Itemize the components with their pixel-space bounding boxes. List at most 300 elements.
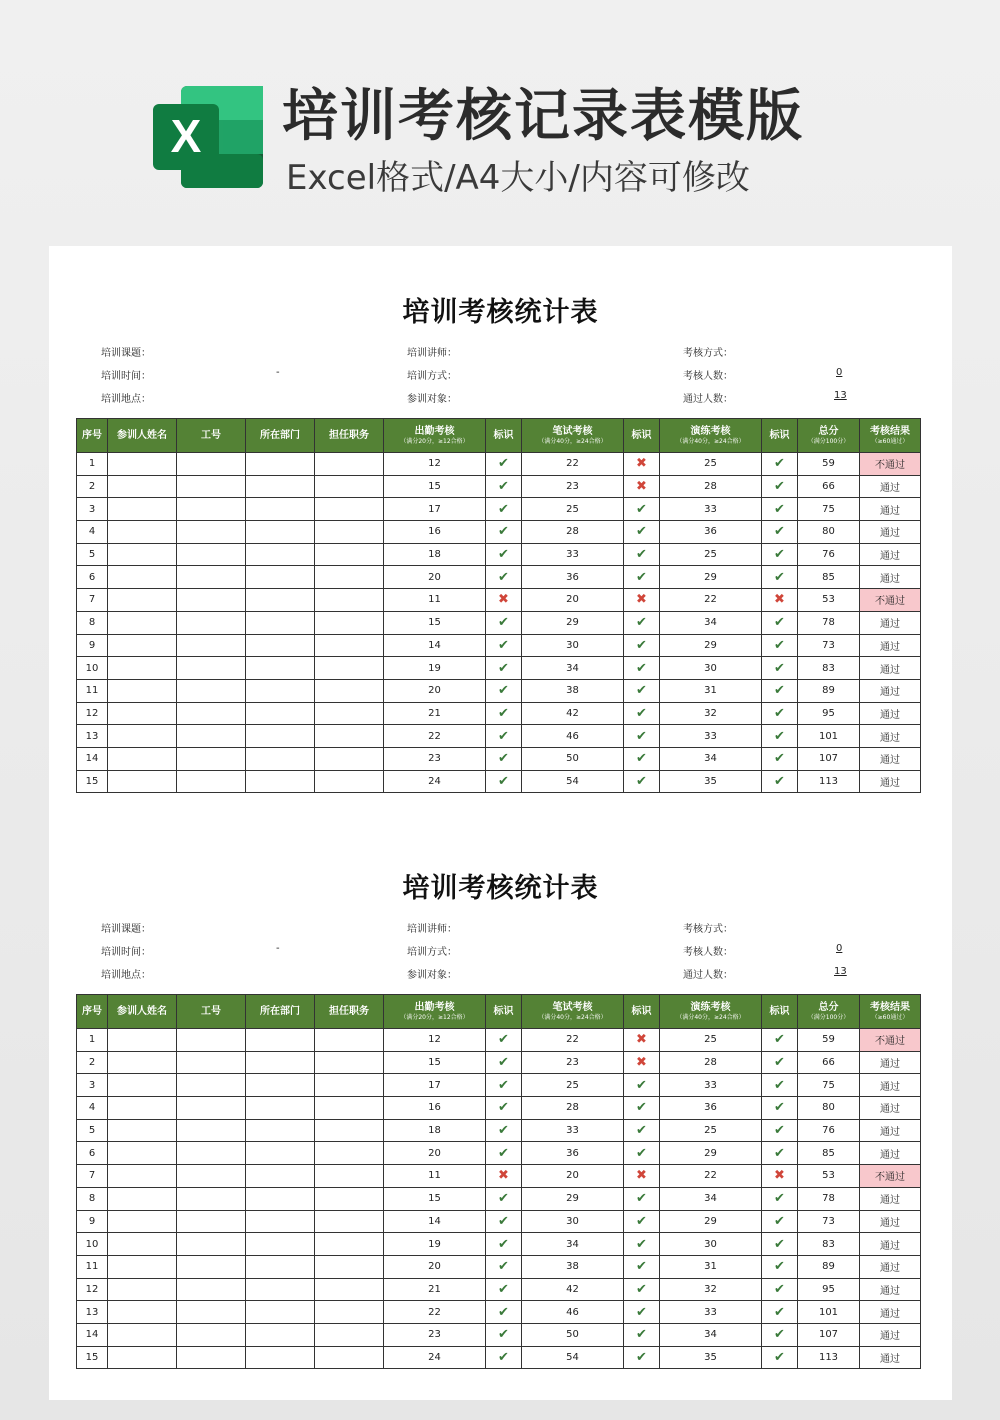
cell-position[interactable] — [315, 566, 384, 589]
cell-drill[interactable]: 25 — [660, 453, 762, 476]
cell-attendance[interactable]: 18 — [384, 543, 486, 566]
cell-no[interactable]: 7 — [77, 589, 108, 612]
cell-written[interactable]: 33 — [522, 543, 624, 566]
cell-result[interactable]: 不通过 — [860, 589, 921, 612]
cell-written[interactable]: 54 — [522, 770, 624, 793]
cell-attendance[interactable]: 20 — [384, 1142, 486, 1165]
cell-name[interactable] — [108, 589, 177, 612]
cell-position[interactable] — [315, 770, 384, 793]
cell-no[interactable]: 12 — [77, 1278, 108, 1301]
cell-total[interactable]: 66 — [798, 1051, 860, 1074]
cell-no[interactable]: 9 — [77, 1210, 108, 1233]
cell-department[interactable] — [246, 1097, 315, 1120]
cell-no[interactable]: 12 — [77, 702, 108, 725]
cell-department[interactable] — [246, 770, 315, 793]
cell-total[interactable]: 59 — [798, 453, 860, 476]
cell-no[interactable]: 9 — [77, 634, 108, 657]
cell-no[interactable]: 4 — [77, 521, 108, 544]
cell-position[interactable] — [315, 1051, 384, 1074]
cell-name[interactable] — [108, 611, 177, 634]
cell-employee-id[interactable] — [177, 521, 246, 544]
cell-name[interactable] — [108, 679, 177, 702]
cell-position[interactable] — [315, 747, 384, 770]
cell-result[interactable]: 通过 — [860, 1301, 921, 1324]
cell-total[interactable]: 76 — [798, 1119, 860, 1142]
cell-drill[interactable]: 33 — [660, 498, 762, 521]
cell-employee-id[interactable] — [177, 770, 246, 793]
cell-no[interactable]: 3 — [77, 498, 108, 521]
cell-name[interactable] — [108, 543, 177, 566]
cell-department[interactable] — [246, 453, 315, 476]
cell-total[interactable]: 53 — [798, 589, 860, 612]
cell-result[interactable]: 通过 — [860, 1187, 921, 1210]
cell-name[interactable] — [108, 1346, 177, 1369]
cell-result[interactable]: 通过 — [860, 498, 921, 521]
cell-attendance[interactable]: 14 — [384, 634, 486, 657]
cell-employee-id[interactable] — [177, 1097, 246, 1120]
cell-employee-id[interactable] — [177, 657, 246, 680]
cell-department[interactable] — [246, 566, 315, 589]
cell-department[interactable] — [246, 1255, 315, 1278]
cell-no[interactable]: 3 — [77, 1074, 108, 1097]
cell-department[interactable] — [246, 521, 315, 544]
cell-position[interactable] — [315, 611, 384, 634]
cell-attendance[interactable]: 17 — [384, 498, 486, 521]
cell-result[interactable]: 通过 — [860, 1346, 921, 1369]
cell-department[interactable] — [246, 498, 315, 521]
cell-no[interactable]: 11 — [77, 679, 108, 702]
cell-written[interactable]: 20 — [522, 1165, 624, 1188]
cell-attendance[interactable]: 19 — [384, 657, 486, 680]
cell-result[interactable]: 通过 — [860, 657, 921, 680]
cell-name[interactable] — [108, 1187, 177, 1210]
cell-result[interactable]: 通过 — [860, 1255, 921, 1278]
cell-name[interactable] — [108, 1233, 177, 1256]
cell-written[interactable]: 34 — [522, 657, 624, 680]
cell-position[interactable] — [315, 725, 384, 748]
cell-total[interactable]: 107 — [798, 1323, 860, 1346]
cell-drill[interactable]: 34 — [660, 1187, 762, 1210]
cell-employee-id[interactable] — [177, 453, 246, 476]
cell-written[interactable]: 25 — [522, 498, 624, 521]
cell-total[interactable]: 59 — [798, 1029, 860, 1052]
cell-result[interactable]: 通过 — [860, 543, 921, 566]
cell-name[interactable] — [108, 702, 177, 725]
cell-total[interactable]: 107 — [798, 747, 860, 770]
cell-written[interactable]: 54 — [522, 1346, 624, 1369]
cell-employee-id[interactable] — [177, 1210, 246, 1233]
cell-drill[interactable]: 28 — [660, 475, 762, 498]
info-time-value[interactable]: - — [276, 943, 280, 954]
cell-drill[interactable]: 31 — [660, 1255, 762, 1278]
cell-total[interactable]: 75 — [798, 498, 860, 521]
cell-result[interactable]: 通过 — [860, 1278, 921, 1301]
cell-attendance[interactable]: 23 — [384, 747, 486, 770]
cell-department[interactable] — [246, 1301, 315, 1324]
cell-department[interactable] — [246, 1210, 315, 1233]
cell-position[interactable] — [315, 453, 384, 476]
cell-employee-id[interactable] — [177, 725, 246, 748]
cell-position[interactable] — [315, 475, 384, 498]
cell-written[interactable]: 30 — [522, 1210, 624, 1233]
info-time-value[interactable]: - — [276, 367, 280, 378]
cell-result[interactable]: 通过 — [860, 521, 921, 544]
cell-employee-id[interactable] — [177, 1029, 246, 1052]
cell-name[interactable] — [108, 1119, 177, 1142]
cell-employee-id[interactable] — [177, 634, 246, 657]
cell-department[interactable] — [246, 1142, 315, 1165]
cell-name[interactable] — [108, 1097, 177, 1120]
cell-position[interactable] — [315, 1233, 384, 1256]
cell-name[interactable] — [108, 498, 177, 521]
cell-employee-id[interactable] — [177, 1323, 246, 1346]
cell-drill[interactable]: 25 — [660, 1029, 762, 1052]
cell-total[interactable]: 80 — [798, 521, 860, 544]
cell-drill[interactable]: 29 — [660, 634, 762, 657]
cell-no[interactable]: 13 — [77, 725, 108, 748]
cell-employee-id[interactable] — [177, 1346, 246, 1369]
cell-position[interactable] — [315, 1301, 384, 1324]
cell-total[interactable]: 85 — [798, 566, 860, 589]
cell-name[interactable] — [108, 747, 177, 770]
cell-written[interactable]: 23 — [522, 1051, 624, 1074]
info-exam-count-value[interactable]: 0 — [836, 943, 843, 954]
cell-written[interactable]: 28 — [522, 1097, 624, 1120]
cell-name[interactable] — [108, 1210, 177, 1233]
cell-result[interactable]: 通过 — [860, 1051, 921, 1074]
cell-total[interactable]: 85 — [798, 1142, 860, 1165]
cell-attendance[interactable]: 15 — [384, 1051, 486, 1074]
cell-attendance[interactable]: 17 — [384, 1074, 486, 1097]
cell-result[interactable]: 通过 — [860, 611, 921, 634]
cell-attendance[interactable]: 15 — [384, 611, 486, 634]
cell-attendance[interactable]: 16 — [384, 521, 486, 544]
cell-position[interactable] — [315, 1255, 384, 1278]
cell-result[interactable]: 通过 — [860, 1210, 921, 1233]
cell-name[interactable] — [108, 1301, 177, 1324]
cell-position[interactable] — [315, 657, 384, 680]
cell-total[interactable]: 113 — [798, 770, 860, 793]
cell-position[interactable] — [315, 679, 384, 702]
cell-written[interactable]: 20 — [522, 589, 624, 612]
cell-no[interactable]: 2 — [77, 475, 108, 498]
cell-total[interactable]: 113 — [798, 1346, 860, 1369]
cell-department[interactable] — [246, 1233, 315, 1256]
cell-no[interactable]: 1 — [77, 453, 108, 476]
cell-department[interactable] — [246, 475, 315, 498]
cell-drill[interactable]: 34 — [660, 1323, 762, 1346]
cell-name[interactable] — [108, 566, 177, 589]
cell-employee-id[interactable] — [177, 611, 246, 634]
cell-name[interactable] — [108, 453, 177, 476]
cell-name[interactable] — [108, 1051, 177, 1074]
cell-total[interactable]: 53 — [798, 1165, 860, 1188]
cell-total[interactable]: 73 — [798, 634, 860, 657]
cell-attendance[interactable]: 11 — [384, 589, 486, 612]
cell-department[interactable] — [246, 543, 315, 566]
cell-result[interactable]: 不通过 — [860, 1029, 921, 1052]
cell-position[interactable] — [315, 702, 384, 725]
cell-attendance[interactable]: 23 — [384, 1323, 486, 1346]
cell-drill[interactable]: 29 — [660, 566, 762, 589]
cell-employee-id[interactable] — [177, 1255, 246, 1278]
cell-total[interactable]: 66 — [798, 475, 860, 498]
cell-no[interactable]: 2 — [77, 1051, 108, 1074]
cell-written[interactable]: 29 — [522, 611, 624, 634]
cell-employee-id[interactable] — [177, 566, 246, 589]
cell-no[interactable]: 8 — [77, 611, 108, 634]
cell-drill[interactable]: 31 — [660, 679, 762, 702]
cell-employee-id[interactable] — [177, 1165, 246, 1188]
cell-employee-id[interactable] — [177, 679, 246, 702]
cell-employee-id[interactable] — [177, 1187, 246, 1210]
cell-drill[interactable]: 36 — [660, 1097, 762, 1120]
cell-no[interactable]: 11 — [77, 1255, 108, 1278]
cell-result[interactable]: 通过 — [860, 1323, 921, 1346]
cell-name[interactable] — [108, 657, 177, 680]
cell-attendance[interactable]: 21 — [384, 702, 486, 725]
cell-position[interactable] — [315, 1210, 384, 1233]
cell-position[interactable] — [315, 634, 384, 657]
cell-attendance[interactable]: 24 — [384, 1346, 486, 1369]
cell-position[interactable] — [315, 498, 384, 521]
cell-no[interactable]: 4 — [77, 1097, 108, 1120]
cell-no[interactable]: 14 — [77, 747, 108, 770]
cell-department[interactable] — [246, 1119, 315, 1142]
cell-drill[interactable]: 33 — [660, 725, 762, 748]
cell-department[interactable] — [246, 611, 315, 634]
cell-name[interactable] — [108, 1255, 177, 1278]
cell-total[interactable]: 101 — [798, 725, 860, 748]
cell-no[interactable]: 15 — [77, 770, 108, 793]
cell-drill[interactable]: 22 — [660, 1165, 762, 1188]
cell-attendance[interactable]: 19 — [384, 1233, 486, 1256]
cell-written[interactable]: 50 — [522, 1323, 624, 1346]
info-pass-count-value[interactable]: 13 — [834, 966, 847, 977]
cell-name[interactable] — [108, 1142, 177, 1165]
cell-department[interactable] — [246, 589, 315, 612]
cell-employee-id[interactable] — [177, 1074, 246, 1097]
cell-attendance[interactable]: 12 — [384, 1029, 486, 1052]
cell-attendance[interactable]: 15 — [384, 475, 486, 498]
cell-name[interactable] — [108, 1165, 177, 1188]
cell-drill[interactable]: 25 — [660, 543, 762, 566]
cell-drill[interactable]: 35 — [660, 770, 762, 793]
cell-no[interactable]: 15 — [77, 1346, 108, 1369]
cell-no[interactable]: 14 — [77, 1323, 108, 1346]
cell-name[interactable] — [108, 1323, 177, 1346]
cell-written[interactable]: 38 — [522, 1255, 624, 1278]
cell-drill[interactable]: 29 — [660, 1210, 762, 1233]
cell-name[interactable] — [108, 770, 177, 793]
cell-employee-id[interactable] — [177, 747, 246, 770]
cell-department[interactable] — [246, 1165, 315, 1188]
cell-position[interactable] — [315, 1346, 384, 1369]
cell-result[interactable]: 通过 — [860, 1233, 921, 1256]
cell-employee-id[interactable] — [177, 1119, 246, 1142]
cell-attendance[interactable]: 20 — [384, 1255, 486, 1278]
cell-no[interactable]: 1 — [77, 1029, 108, 1052]
cell-drill[interactable]: 33 — [660, 1074, 762, 1097]
cell-result[interactable]: 通过 — [860, 747, 921, 770]
cell-no[interactable]: 6 — [77, 1142, 108, 1165]
cell-employee-id[interactable] — [177, 1278, 246, 1301]
cell-position[interactable] — [315, 1187, 384, 1210]
cell-department[interactable] — [246, 1187, 315, 1210]
cell-drill[interactable]: 34 — [660, 611, 762, 634]
cell-employee-id[interactable] — [177, 702, 246, 725]
cell-written[interactable]: 25 — [522, 1074, 624, 1097]
cell-no[interactable]: 5 — [77, 543, 108, 566]
cell-result[interactable]: 通过 — [860, 1142, 921, 1165]
cell-written[interactable]: 42 — [522, 702, 624, 725]
cell-result[interactable]: 不通过 — [860, 453, 921, 476]
cell-position[interactable] — [315, 543, 384, 566]
cell-result[interactable]: 通过 — [860, 634, 921, 657]
cell-employee-id[interactable] — [177, 498, 246, 521]
cell-name[interactable] — [108, 1074, 177, 1097]
cell-department[interactable] — [246, 1051, 315, 1074]
cell-result[interactable]: 通过 — [860, 725, 921, 748]
cell-department[interactable] — [246, 725, 315, 748]
cell-employee-id[interactable] — [177, 1051, 246, 1074]
cell-written[interactable]: 46 — [522, 725, 624, 748]
cell-department[interactable] — [246, 702, 315, 725]
cell-drill[interactable]: 33 — [660, 1301, 762, 1324]
cell-total[interactable]: 101 — [798, 1301, 860, 1324]
cell-employee-id[interactable] — [177, 475, 246, 498]
cell-employee-id[interactable] — [177, 543, 246, 566]
cell-written[interactable]: 42 — [522, 1278, 624, 1301]
cell-attendance[interactable]: 15 — [384, 1187, 486, 1210]
cell-drill[interactable]: 29 — [660, 1142, 762, 1165]
cell-drill[interactable]: 30 — [660, 1233, 762, 1256]
cell-written[interactable]: 22 — [522, 453, 624, 476]
cell-department[interactable] — [246, 679, 315, 702]
cell-attendance[interactable]: 12 — [384, 453, 486, 476]
cell-employee-id[interactable] — [177, 1301, 246, 1324]
cell-drill[interactable]: 22 — [660, 589, 762, 612]
cell-written[interactable]: 38 — [522, 679, 624, 702]
cell-drill[interactable]: 28 — [660, 1051, 762, 1074]
cell-attendance[interactable]: 20 — [384, 679, 486, 702]
cell-written[interactable]: 46 — [522, 1301, 624, 1324]
cell-drill[interactable]: 32 — [660, 1278, 762, 1301]
cell-total[interactable]: 95 — [798, 1278, 860, 1301]
cell-drill[interactable]: 25 — [660, 1119, 762, 1142]
cell-total[interactable]: 83 — [798, 657, 860, 680]
cell-result[interactable]: 通过 — [860, 1097, 921, 1120]
cell-name[interactable] — [108, 1029, 177, 1052]
cell-written[interactable]: 36 — [522, 566, 624, 589]
cell-drill[interactable]: 30 — [660, 657, 762, 680]
cell-no[interactable]: 10 — [77, 657, 108, 680]
cell-written[interactable]: 28 — [522, 521, 624, 544]
cell-total[interactable]: 75 — [798, 1074, 860, 1097]
cell-attendance[interactable]: 16 — [384, 1097, 486, 1120]
cell-no[interactable]: 7 — [77, 1165, 108, 1188]
cell-position[interactable] — [315, 1097, 384, 1120]
cell-attendance[interactable]: 21 — [384, 1278, 486, 1301]
cell-written[interactable]: 29 — [522, 1187, 624, 1210]
cell-name[interactable] — [108, 725, 177, 748]
cell-total[interactable]: 78 — [798, 1187, 860, 1210]
cell-total[interactable]: 89 — [798, 679, 860, 702]
cell-drill[interactable]: 34 — [660, 747, 762, 770]
cell-position[interactable] — [315, 1323, 384, 1346]
cell-department[interactable] — [246, 657, 315, 680]
cell-total[interactable]: 95 — [798, 702, 860, 725]
cell-name[interactable] — [108, 475, 177, 498]
cell-written[interactable]: 36 — [522, 1142, 624, 1165]
cell-written[interactable]: 34 — [522, 1233, 624, 1256]
info-exam-count-value[interactable]: 0 — [836, 367, 843, 378]
cell-position[interactable] — [315, 521, 384, 544]
cell-department[interactable] — [246, 1074, 315, 1097]
cell-total[interactable]: 73 — [798, 1210, 860, 1233]
cell-attendance[interactable]: 22 — [384, 1301, 486, 1324]
cell-result[interactable]: 通过 — [860, 702, 921, 725]
cell-written[interactable]: 22 — [522, 1029, 624, 1052]
cell-department[interactable] — [246, 1346, 315, 1369]
cell-attendance[interactable]: 18 — [384, 1119, 486, 1142]
cell-total[interactable]: 89 — [798, 1255, 860, 1278]
cell-written[interactable]: 50 — [522, 747, 624, 770]
cell-drill[interactable]: 35 — [660, 1346, 762, 1369]
cell-no[interactable]: 10 — [77, 1233, 108, 1256]
cell-no[interactable]: 6 — [77, 566, 108, 589]
cell-result[interactable]: 通过 — [860, 1119, 921, 1142]
cell-result[interactable]: 通过 — [860, 679, 921, 702]
cell-employee-id[interactable] — [177, 1142, 246, 1165]
cell-result[interactable]: 通过 — [860, 770, 921, 793]
cell-result[interactable]: 不通过 — [860, 1165, 921, 1188]
cell-position[interactable] — [315, 589, 384, 612]
cell-attendance[interactable]: 24 — [384, 770, 486, 793]
cell-employee-id[interactable] — [177, 589, 246, 612]
cell-result[interactable]: 通过 — [860, 1074, 921, 1097]
cell-no[interactable]: 8 — [77, 1187, 108, 1210]
cell-total[interactable]: 76 — [798, 543, 860, 566]
cell-employee-id[interactable] — [177, 1233, 246, 1256]
cell-written[interactable]: 23 — [522, 475, 624, 498]
cell-attendance[interactable]: 22 — [384, 725, 486, 748]
cell-position[interactable] — [315, 1074, 384, 1097]
cell-no[interactable]: 5 — [77, 1119, 108, 1142]
cell-department[interactable] — [246, 747, 315, 770]
cell-name[interactable] — [108, 521, 177, 544]
info-pass-count-value[interactable]: 13 — [834, 390, 847, 401]
cell-position[interactable] — [315, 1119, 384, 1142]
cell-drill[interactable]: 32 — [660, 702, 762, 725]
cell-position[interactable] — [315, 1165, 384, 1188]
cell-attendance[interactable]: 14 — [384, 1210, 486, 1233]
cell-position[interactable] — [315, 1278, 384, 1301]
cell-name[interactable] — [108, 1278, 177, 1301]
cell-total[interactable]: 83 — [798, 1233, 860, 1256]
cell-written[interactable]: 33 — [522, 1119, 624, 1142]
cell-attendance[interactable]: 20 — [384, 566, 486, 589]
cell-written[interactable]: 30 — [522, 634, 624, 657]
cell-no[interactable]: 13 — [77, 1301, 108, 1324]
cell-department[interactable] — [246, 1278, 315, 1301]
cell-position[interactable] — [315, 1142, 384, 1165]
cell-attendance[interactable]: 11 — [384, 1165, 486, 1188]
cell-department[interactable] — [246, 634, 315, 657]
cell-department[interactable] — [246, 1029, 315, 1052]
cell-drill[interactable]: 36 — [660, 521, 762, 544]
cell-total[interactable]: 78 — [798, 611, 860, 634]
